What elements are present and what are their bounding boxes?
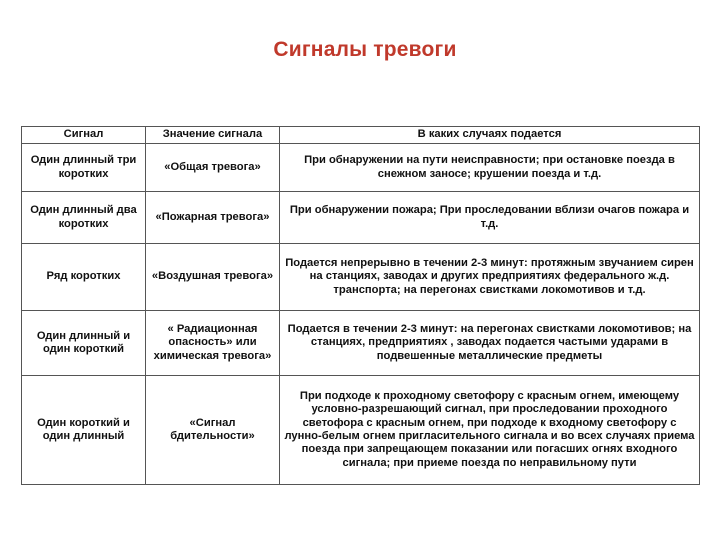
cases-cell: Подается в течении 2-3 минут: на перегонах свистками локомотивов; на станциях, предприятиях , заводах подается частыми ударами в подвешенные металлические предметы — [280, 311, 700, 376]
cases-cell: При подходе к проходному светофору с красным огнем, имеющему условно-разрешающий сигнал, при проследовании проходного светофора с красным огнем, при подходе к входному светофору с лунно-белым огнем пригласительного сигнала и во всех случаях приема поезда при запрещающем показании или погасших огнях входного сигнала; при приеме поезда по неправильному пути — [280, 376, 700, 485]
table-row — [22, 311, 700, 376]
meaning-cell: «Воздушная тревога» — [146, 244, 280, 311]
table-row — [22, 376, 700, 485]
signals-table — [21, 126, 700, 485]
table-header — [22, 127, 700, 144]
cases-cell: При обнаружении на пути неисправности; при остановке поезда в снежном заносе; крушении поезда и т.д. — [280, 144, 700, 192]
signal-cell: Ряд коротких — [22, 244, 146, 311]
header-signal: Сигнал — [22, 127, 146, 144]
meaning-cell: «Пожарная тревога» — [146, 192, 280, 244]
table-row — [22, 192, 700, 244]
header-cases: В каких случаях подается — [280, 127, 700, 144]
meaning-cell: « Радиационная опасность» или химическая тревога» — [146, 311, 280, 376]
signal-cell: Один длинный и один короткий — [22, 311, 146, 376]
header-meaning: Значение сигнала — [146, 127, 280, 144]
cases-cell: При обнаружении пожара; При проследовании вблизи очагов пожара и т.д. — [280, 192, 700, 244]
signal-cell: Один длинный два коротких — [22, 192, 146, 244]
table-row — [22, 244, 700, 311]
table-row — [22, 144, 700, 192]
table-header-row — [22, 127, 700, 144]
signal-cell: Один длинный три коротких — [22, 144, 146, 192]
meaning-cell: «Общая тревога» — [146, 144, 280, 192]
signal-cell: Один короткий и один длинный — [22, 376, 146, 485]
cases-cell: Подается непрерывно в течении 2-3 минут: протяжным звучанием сирен на станциях, заводах и других предприятиях федерального ж.д. транспорта; на перегонах свистками локомотивов и т.д. — [280, 244, 700, 311]
page-title: Сигналы тревоги — [273, 38, 457, 61]
meaning-cell: «Сигнал бдительности» — [146, 376, 280, 485]
